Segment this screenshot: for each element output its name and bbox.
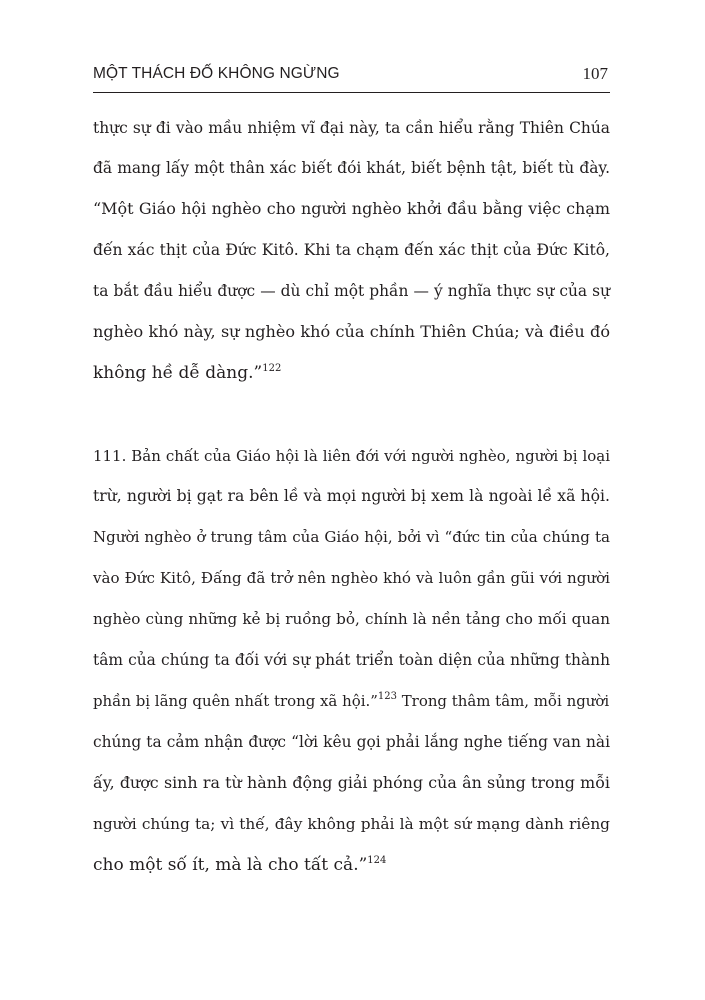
- text-line: [93, 690, 609, 712]
- text-line: thực sự đi vào mầu nhiệm vĩ đại này, ta cần hiểu rằng Thiên Chúa: [93, 119, 610, 137]
- text-line: đến xác thịt của Đức Kitô. Khi ta chạm đến xác thịt của Đức Kitô,: [93, 241, 610, 259]
- text-line: vào Đức Kitô, Đấng đã trở nên nghèo khó và luôn gần gũi với người: [93, 569, 610, 587]
- text-line: nghèo khó này, sự nghèo khó của chính Thiên Chúa; và điều đó: [93, 322, 610, 341]
- text-line: ấy, được sinh ra từ hành động giải phóng của ân sủng trong mỗi: [93, 773, 610, 792]
- text-line: người chúng ta; vì thế, đây không phải là một sứ mạng dành riêng: [93, 815, 610, 833]
- text-line: [93, 362, 281, 384]
- text-line: 111. Bản chất của Giáo hội là liên đới với người nghèo, người bị loại: [93, 447, 610, 465]
- line-text: không hề dễ dàng.”: [93, 363, 263, 383]
- line-text: cho một số ít, mà là cho tất cả.”: [93, 855, 368, 875]
- footnote-marker[interactable]: 124: [367, 855, 387, 866]
- text-line: ta bắt đầu hiểu được — dù chỉ một phần — ý nghĩa thực sự của sự: [93, 282, 610, 300]
- line-text: phần bị lãng quên nhất trong xã hội.”: [93, 692, 378, 710]
- text-line: đã mang lấy một thân xác biết đói khát, biết bệnh tật, biết tù đày.: [93, 159, 610, 177]
- text-line: [93, 854, 386, 876]
- running-header: [93, 58, 610, 93]
- footnote-marker[interactable]: 122: [262, 363, 282, 374]
- text-line: tâm của chúng ta đối với sự phát triển toàn diện của những thành: [93, 651, 610, 669]
- text-line: trừ, người bị gạt ra bên lề và mọi người bị xem là ngoài lề xã hội.: [93, 486, 610, 505]
- text-line: nghèo cùng những kẻ bị ruồng bỏ, chính là nền tảng cho mối quan: [93, 610, 610, 628]
- text-line: chúng ta cảm nhận được “lời kêu gọi phải lắng nghe tiếng van nài: [93, 733, 610, 751]
- page-number: 107: [582, 64, 608, 83]
- text-line: “Một Giáo hội nghèo cho người nghèo khởi đầu bằng việc chạm: [93, 199, 610, 218]
- running-title: MỘT THÁCH ĐỐ KHÔNG NGỪNG: [93, 65, 340, 82]
- line-text: Trong thâm tâm, mỗi người: [396, 692, 610, 710]
- text-line: Người nghèo ở trung tâm của Giáo hội, bởi vì “đức tin của chúng ta: [93, 528, 610, 546]
- footnote-marker[interactable]: 123: [377, 691, 397, 702]
